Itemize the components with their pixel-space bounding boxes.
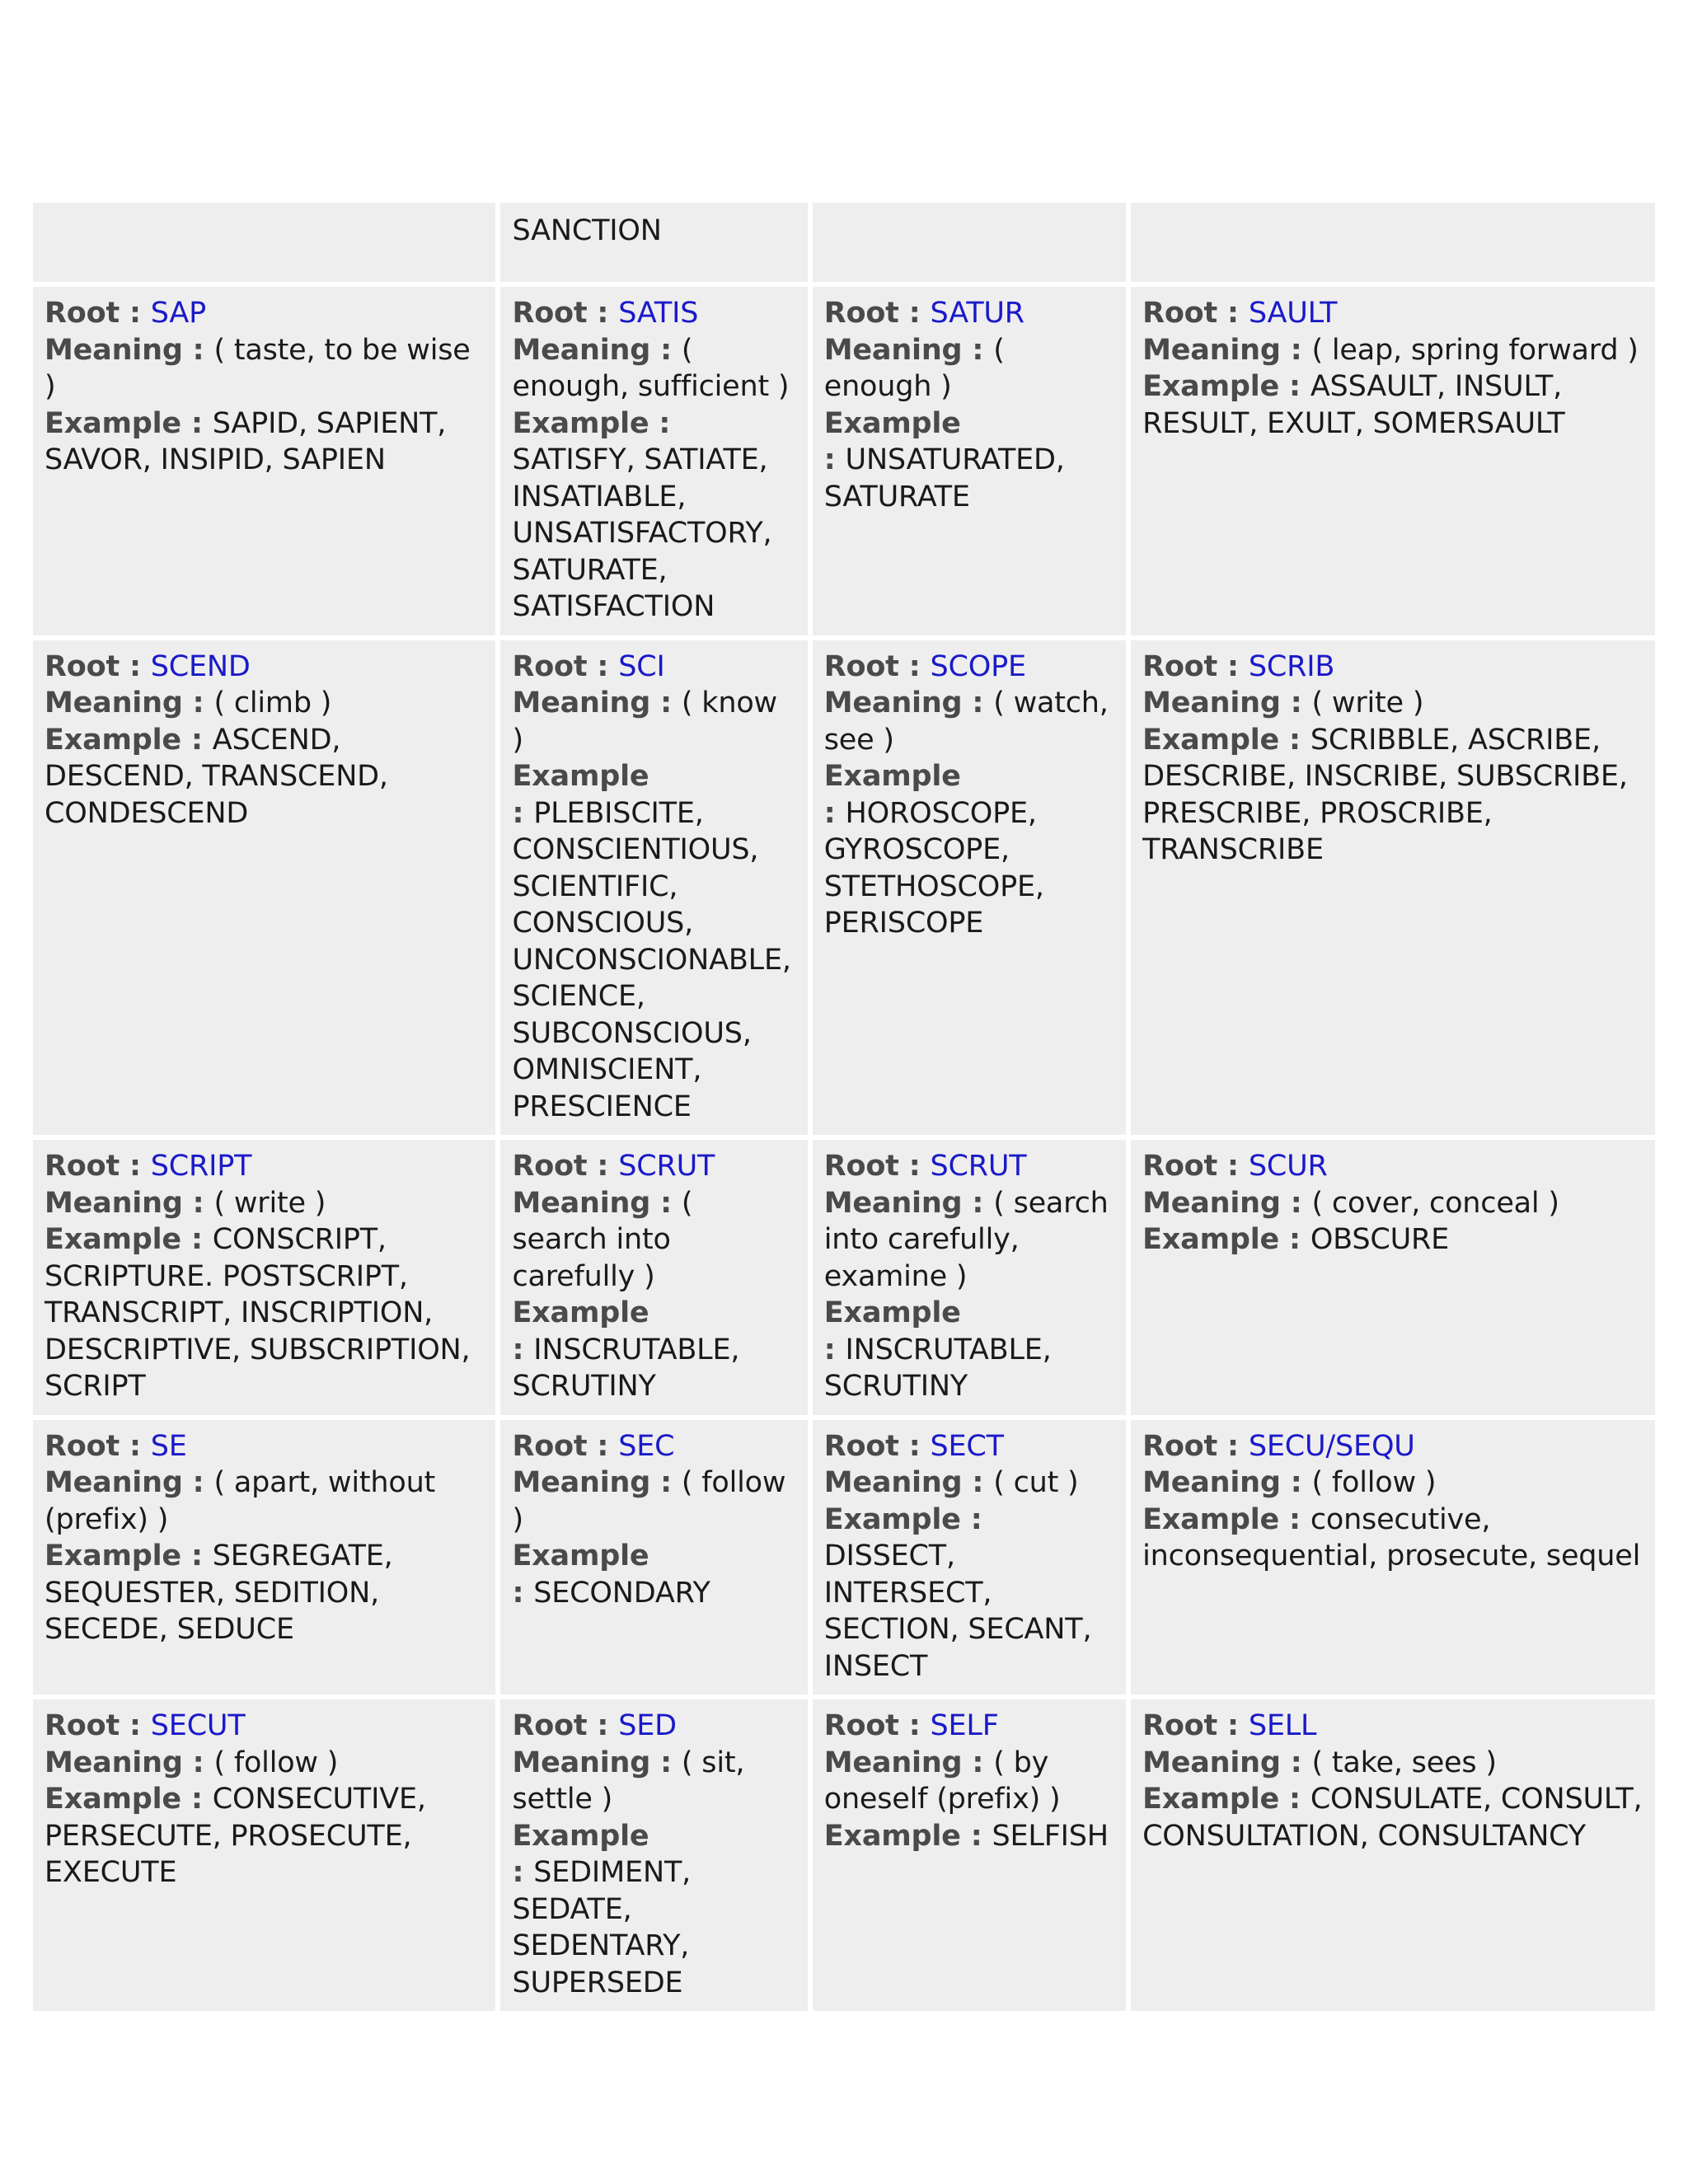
meaning-value: ( follow ) [1311, 1466, 1437, 1499]
root-value: SE [150, 1429, 187, 1463]
separator: : [960, 1502, 982, 1536]
root-value: SATIS [618, 297, 699, 330]
root-line [824, 1708, 1114, 1745]
separator: : [823, 796, 846, 830]
example-value: ASCEND, DESCEND, TRANSCEND, CONDESCEND [45, 723, 388, 830]
root-value: SAP [150, 297, 207, 330]
separator: : [650, 1746, 682, 1779]
example-line [45, 1781, 484, 1891]
meaning-line [824, 1185, 1114, 1296]
meaning-value: ( take, sees ) [1311, 1746, 1497, 1779]
separator: : [823, 1333, 846, 1366]
table-row [33, 640, 1655, 1136]
example-value: PLEBISCITE, CONSCIENTIOUS, SCIENTIFIC, CONSCIOUS, UNCONSCIONABLE, SCIENCE, SUBCONSCIOUS, OMNISCIENT, PRESCIENCE [512, 796, 791, 1123]
separator: : [1280, 687, 1312, 719]
example-line [512, 405, 795, 626]
separator: : [182, 333, 214, 367]
example-label: Example [823, 760, 961, 793]
root-label: Root [45, 1709, 120, 1742]
root-line [512, 295, 795, 332]
example-line [1142, 1502, 1643, 1575]
header-cell [813, 203, 1126, 282]
roots-table [28, 198, 1660, 2016]
root-line [45, 649, 484, 686]
root-label: Root [1142, 649, 1218, 683]
example-value: SATISFY, SATIATE, INSATIABLE, UNSATISFACTORY, SATURATE, SATISFACTION [512, 443, 772, 623]
separator: : [962, 1466, 994, 1499]
example-label: Example [512, 1819, 649, 1853]
separator: : [512, 1856, 534, 1889]
separator: : [898, 1709, 931, 1742]
separator: : [649, 406, 671, 440]
root-cell [813, 1140, 1126, 1415]
meaning-label: Meaning [512, 687, 651, 719]
root-value: SCOPE [930, 649, 1026, 683]
root-cell [33, 640, 495, 1136]
example-value: HOROSCOPE, GYROSCOPE, STETHOSCOPE, PERISCOPE [823, 796, 1044, 940]
root-value: SECU/SEQU [1248, 1429, 1415, 1463]
example-label: Example [512, 760, 649, 793]
root-cell [813, 640, 1126, 1136]
example-line [824, 758, 1114, 942]
root-line [45, 1708, 484, 1745]
example-line [1142, 722, 1643, 869]
root-line [512, 1428, 795, 1465]
separator: : [1280, 1746, 1312, 1779]
example-value: INSCRUTABLE, SCRUTINY [823, 1333, 1052, 1403]
separator: : [587, 1709, 619, 1742]
meaning-value: ( follow ) [512, 1466, 786, 1536]
separator: : [587, 297, 619, 330]
separator: : [1217, 297, 1249, 330]
example-label: Example [823, 406, 961, 440]
root-label: Root [45, 649, 120, 683]
meaning-line [824, 332, 1114, 405]
header-cell [1131, 203, 1655, 282]
example-label: Example [1142, 370, 1280, 403]
meaning-line [824, 1745, 1114, 1818]
root-value: SELL [1248, 1709, 1317, 1742]
meaning-line [512, 1465, 795, 1538]
root-label: Root [512, 1150, 588, 1183]
separator: : [119, 1709, 151, 1742]
example-value: SEDIMENT, SEDATE, SEDENTARY, SUPERSEDE [512, 1856, 692, 1999]
meaning-value: ( follow ) [213, 1746, 339, 1779]
example-value: SAPID, SAPIENT, SAVOR, INSIPID, SAPIEN [45, 406, 447, 476]
example-line [1142, 1221, 1643, 1258]
root-cell [500, 287, 807, 635]
separator: : [1217, 1709, 1249, 1742]
root-line [512, 1148, 795, 1185]
root-line [45, 1428, 484, 1465]
root-label: Root [823, 1709, 899, 1742]
example-value: SECONDARY [533, 1576, 710, 1610]
separator: : [119, 1150, 151, 1183]
example-label: Example [1142, 723, 1280, 757]
separator: : [898, 297, 931, 330]
separator: : [1279, 1502, 1311, 1536]
separator: : [181, 1223, 213, 1256]
root-value: SELF [930, 1709, 999, 1742]
meaning-value: ( sit, settle ) [512, 1746, 745, 1816]
meaning-value: ( climb ) [213, 687, 332, 719]
root-value: SCI [618, 649, 665, 683]
separator: : [119, 1429, 151, 1463]
meaning-label: Meaning [823, 333, 963, 367]
root-value: SECUT [150, 1709, 246, 1742]
root-label: Root [45, 297, 120, 330]
example-label: Example [823, 1502, 961, 1536]
separator: : [587, 1429, 619, 1463]
separator: : [512, 796, 534, 830]
separator: : [182, 1746, 214, 1779]
separator: : [182, 1186, 214, 1220]
root-value: SCUR [1248, 1150, 1328, 1183]
root-line [1142, 1428, 1643, 1465]
meaning-line [45, 1185, 484, 1222]
root-line [512, 1708, 795, 1745]
meaning-label: Meaning [45, 1466, 183, 1499]
meaning-label: Meaning [1142, 687, 1281, 719]
meaning-label: Meaning [512, 1466, 651, 1499]
separator: : [898, 1429, 931, 1463]
separator: : [1217, 1429, 1249, 1463]
meaning-label: Meaning [45, 333, 183, 367]
separator: : [587, 649, 619, 683]
root-line [45, 295, 484, 332]
root-cell [813, 1420, 1126, 1695]
root-line [824, 295, 1114, 332]
root-label: Root [512, 1429, 588, 1463]
example-value: consecutive, inconsequential, prosecute, sequel [1142, 1502, 1641, 1572]
meaning-label: Meaning [823, 1186, 963, 1220]
example-value: ASSAULT, INSULT, RESULT, EXULT, SOMERSAULT [1142, 370, 1565, 440]
separator: : [962, 1746, 994, 1779]
root-cell [500, 1140, 807, 1415]
meaning-line [1142, 1185, 1643, 1222]
separator: : [960, 1819, 992, 1853]
meaning-line [824, 685, 1114, 758]
example-line [512, 1818, 795, 2002]
root-line [45, 1148, 484, 1185]
example-value: SCRIBBLE, ASCRIBE, DESCRIBE, INSCRIBE, SUBSCRIBE, PRESCRIBE, PROSCRIBE, TRANSCRIBE [1142, 723, 1628, 866]
example-value: UNSATURATED, SATURATE [823, 443, 1065, 513]
meaning-label: Meaning [512, 333, 651, 367]
separator: : [181, 1540, 213, 1572]
example-line [824, 405, 1114, 516]
table-body [33, 203, 1655, 2011]
example-line [824, 1818, 1114, 1855]
meaning-value: ( taste, to be wise ) [45, 333, 471, 403]
root-cell [500, 1699, 807, 2011]
root-value: SEC [618, 1429, 675, 1463]
meaning-value: ( search into carefully ) [512, 1186, 693, 1293]
example-label: Example [823, 1819, 961, 1853]
root-value: SCRUT [930, 1150, 1027, 1183]
meaning-value: ( leap, spring forward ) [1311, 333, 1639, 367]
example-value: INSCRUTABLE, SCRUTINY [512, 1333, 740, 1403]
example-line [512, 1538, 795, 1611]
meaning-label: Meaning [823, 1466, 963, 1499]
root-line [1142, 295, 1643, 332]
meaning-value: ( write ) [213, 1186, 326, 1220]
separator: : [1280, 1186, 1312, 1220]
root-line [1142, 1708, 1643, 1745]
root-label: Root [823, 1429, 899, 1463]
meaning-line [1142, 1745, 1643, 1782]
root-value: SCRUT [618, 1150, 715, 1183]
example-line [824, 1502, 1114, 1685]
header-cell [33, 203, 495, 282]
root-cell [1131, 640, 1655, 1136]
meaning-line [512, 1745, 795, 1818]
root-label: Root [1142, 1429, 1218, 1463]
meaning-label: Meaning [45, 1746, 183, 1779]
root-label: Root [1142, 1150, 1218, 1183]
root-label: Root [512, 1709, 588, 1742]
example-label: Example [45, 1540, 181, 1572]
root-cell [500, 640, 807, 1136]
root-cell [1131, 287, 1655, 635]
meaning-value: ( write ) [1311, 687, 1424, 719]
separator: : [587, 1150, 619, 1183]
table-row [33, 1699, 1655, 2011]
root-line [824, 1148, 1114, 1185]
example-label: Example [45, 1783, 181, 1816]
root-cell [813, 287, 1126, 635]
meaning-value: ( by oneself (prefix) ) [823, 1746, 1061, 1816]
separator: : [898, 1150, 931, 1183]
meaning-label: Meaning [823, 687, 963, 719]
separator: : [181, 723, 213, 757]
root-label: Root [823, 649, 899, 683]
meaning-label: Meaning [1142, 1746, 1281, 1779]
meaning-label: Meaning [1142, 333, 1281, 367]
example-value: SELFISH [992, 1819, 1109, 1853]
separator: : [182, 1466, 214, 1499]
separator: : [1217, 649, 1249, 683]
root-value: SCRIB [1248, 649, 1335, 683]
separator: : [962, 687, 994, 719]
separator: : [181, 1783, 213, 1816]
meaning-value: ( enough, sufficient ) [512, 333, 790, 403]
example-label: Example [45, 1223, 181, 1256]
separator: : [1217, 1150, 1249, 1183]
example-label: Example [823, 1296, 961, 1329]
separator: : [512, 1576, 534, 1610]
meaning-label: Meaning [512, 1186, 651, 1220]
example-line [512, 1295, 795, 1405]
meaning-line [512, 1185, 795, 1296]
separator: : [650, 333, 682, 367]
example-value: CONSCRIPT, SCRIPTURE. POSTSCRIPT, TRANSCRIPT, INSCRIPTION, DESCRIPTIVE, SUBSCRIPTION, SCRIPT [45, 1223, 471, 1403]
example-label: Example [1142, 1783, 1280, 1816]
root-line [824, 649, 1114, 686]
meaning-value: ( search into carefully, examine ) [823, 1186, 1109, 1293]
example-line [1142, 1781, 1643, 1854]
separator: : [119, 297, 151, 330]
meaning-line [1142, 332, 1643, 369]
meaning-line [45, 1745, 484, 1782]
root-value: SECT [930, 1429, 1004, 1463]
root-label: Root [512, 297, 588, 330]
example-label: Example [45, 406, 181, 440]
meaning-line [512, 685, 795, 758]
root-cell [1131, 1699, 1655, 2011]
meaning-value: ( apart, without (prefix) ) [45, 1466, 436, 1536]
separator: : [119, 649, 151, 683]
separator: : [1279, 370, 1311, 403]
example-label: Example [512, 1540, 649, 1572]
meaning-line [45, 685, 484, 722]
example-line [45, 1538, 484, 1648]
root-cell [500, 1420, 807, 1695]
root-label: Root [823, 1150, 899, 1183]
separator: : [182, 687, 214, 719]
example-value: SEGREGATE, SEQUESTER, SEDITION, SECEDE, SEDUCE [45, 1540, 393, 1646]
example-line [1142, 368, 1643, 442]
root-cell [1131, 1140, 1655, 1415]
header-row [33, 203, 1655, 282]
meaning-value: ( cut ) [993, 1466, 1079, 1499]
root-cell [33, 1699, 495, 2011]
example-line [45, 405, 484, 479]
meaning-line [512, 332, 795, 405]
example-label: Example [512, 406, 649, 440]
table-row [33, 287, 1655, 635]
header-cell: SANCTION [500, 203, 807, 282]
root-cell [33, 1140, 495, 1415]
meaning-label: Meaning [45, 1186, 183, 1220]
root-label: Root [1142, 297, 1218, 330]
root-line [1142, 649, 1643, 686]
root-line [1142, 1148, 1643, 1185]
table-row [33, 1140, 1655, 1415]
root-cell [33, 287, 495, 635]
meaning-value: ( cover, conceal ) [1311, 1186, 1559, 1220]
separator: : [823, 443, 846, 476]
root-cell [33, 1420, 495, 1695]
separator: : [962, 1186, 994, 1220]
meaning-line [1142, 685, 1643, 722]
root-value: SCEND [150, 649, 251, 683]
root-label: Root [45, 1150, 120, 1183]
separator: : [650, 1466, 682, 1499]
example-label: Example [1142, 1223, 1280, 1256]
separator: : [1279, 723, 1311, 757]
root-label: Root [45, 1429, 120, 1463]
separator: : [1280, 1466, 1312, 1499]
example-value: DISSECT, INTERSECT, SECTION, SECANT, INSECT [823, 1540, 1092, 1683]
meaning-label: Meaning [1142, 1466, 1281, 1499]
example-value: CONSECUTIVE, PERSECUTE, PROSECUTE, EXECUTE [45, 1783, 426, 1889]
separator: : [1280, 333, 1312, 367]
example-line [45, 722, 484, 832]
separator: : [650, 1186, 682, 1220]
separator: : [1279, 1223, 1311, 1256]
root-value: SAULT [1248, 297, 1338, 330]
example-line [824, 1295, 1114, 1405]
example-label: Example [512, 1296, 649, 1329]
example-label: Example [1142, 1502, 1280, 1536]
separator: : [181, 406, 213, 440]
meaning-value: ( watch, see ) [823, 687, 1109, 757]
root-line [824, 1428, 1114, 1465]
separator: : [962, 333, 994, 367]
separator: : [1279, 1783, 1311, 1816]
meaning-label: Meaning [1142, 1186, 1281, 1220]
separator: : [650, 687, 682, 719]
root-label: Root [512, 649, 588, 683]
meaning-label: Meaning [45, 687, 183, 719]
root-value: SED [618, 1709, 677, 1742]
meaning-label: Meaning [512, 1746, 651, 1779]
example-value: CONSULATE, CONSULT, CONSULTATION, CONSULTANCY [1142, 1783, 1643, 1853]
meaning-value: ( enough ) [823, 333, 1005, 403]
example-label: Example [45, 723, 181, 757]
root-label: Root [1142, 1709, 1218, 1742]
table-row [33, 1420, 1655, 1695]
root-cell [1131, 1420, 1655, 1695]
root-line [512, 649, 795, 686]
example-value: OBSCURE [1310, 1223, 1450, 1256]
meaning-line [824, 1465, 1114, 1502]
meaning-line [45, 332, 484, 405]
meaning-value: ( know ) [512, 687, 777, 757]
meaning-line [45, 1465, 484, 1538]
meaning-line [1142, 1465, 1643, 1502]
root-value: SATUR [930, 297, 1025, 330]
example-line [45, 1221, 484, 1405]
root-value: SCRIPT [150, 1150, 252, 1183]
meaning-label: Meaning [823, 1746, 963, 1779]
root-cell [813, 1699, 1126, 2011]
example-line [512, 758, 795, 1125]
separator: : [512, 1333, 534, 1366]
separator: : [898, 649, 931, 683]
root-label: Root [823, 297, 899, 330]
